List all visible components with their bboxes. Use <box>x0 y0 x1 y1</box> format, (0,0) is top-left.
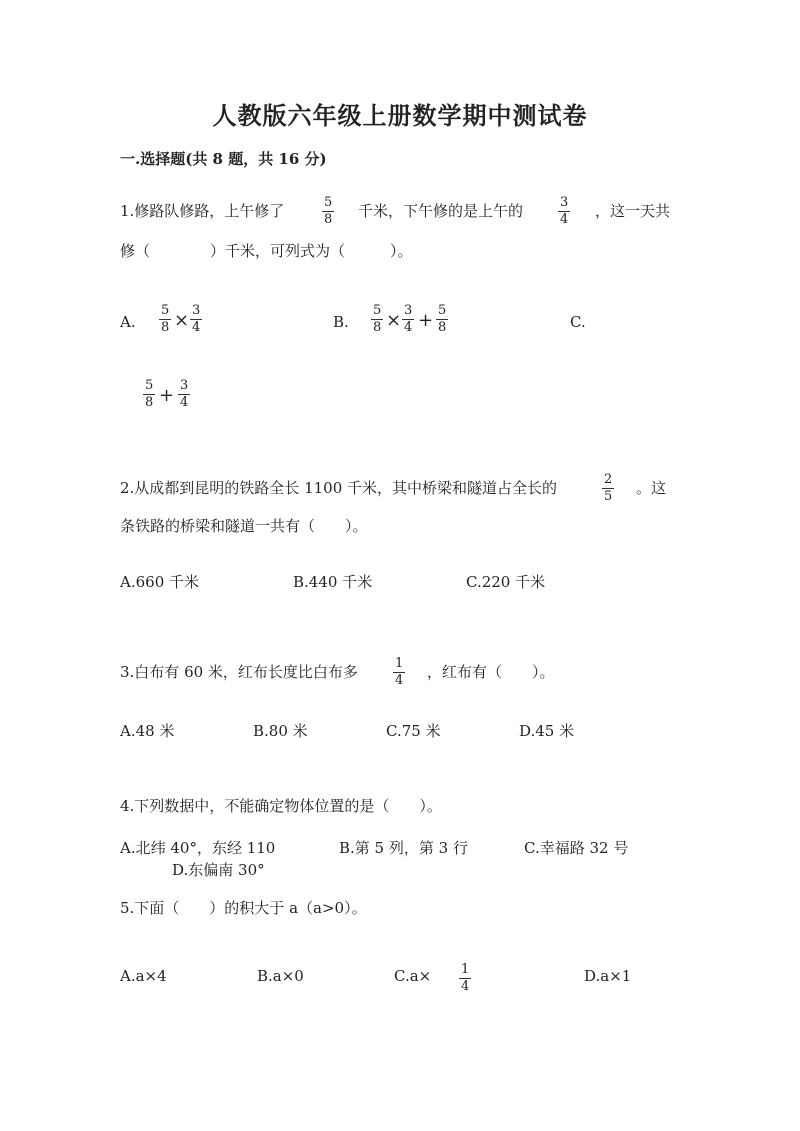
fraction-numerator: 1 <box>461 962 470 977</box>
fraction-denominator: 8 <box>438 320 447 335</box>
fraction-numerator: 5 <box>373 303 382 318</box>
q1-text-b: 千米，下午修的是上午的 <box>358 202 524 220</box>
q3-option-a: A.48 米 <box>120 722 175 740</box>
page-title: 人教版六年级上册数学期中测试卷 <box>212 101 588 130</box>
fraction-denominator: 4 <box>395 673 404 688</box>
q1-option-a-fraction-2 <box>190 304 202 335</box>
q2-option-a: A.660 千米 <box>120 573 199 591</box>
fraction-numerator: 5 <box>145 378 154 393</box>
fraction-numerator: 3 <box>180 378 189 393</box>
q1-option-c-fraction-1 <box>143 379 155 410</box>
q1-text-c: ，这一天共 <box>595 202 671 220</box>
fraction-denominator: 8 <box>324 212 333 227</box>
q2-option-b: B.440 千米 <box>293 573 373 591</box>
q5-option-b: B.a×0 <box>257 967 304 985</box>
q1-option-a-operator: × <box>174 310 190 331</box>
q1-option-a-fraction-1 <box>159 304 171 335</box>
q3-text-b: ，红布有（ ）。 <box>427 663 555 681</box>
q4-option-a: A.北纬 40°，东经 110 <box>120 839 276 857</box>
q5-option-a: A.a×4 <box>120 967 167 985</box>
q4-text: 4.下列数据中，不能确定物体位置的是（ ）。 <box>120 797 442 815</box>
q2-text-b: 。这 <box>636 479 667 497</box>
fraction-denominator: 4 <box>461 979 470 994</box>
fraction-denominator: 8 <box>145 395 154 410</box>
fraction-numerator: 3 <box>404 303 413 318</box>
q1-option-b-operator-2: + <box>418 310 434 331</box>
q2-text-a: 2.从成都到昆明的铁路全长 1100 千米，其中桥梁和隧道占全长的 <box>120 479 558 497</box>
q2-option-c: C.220 千米 <box>466 573 546 591</box>
fraction-numerator: 1 <box>395 656 404 671</box>
q5-text: 5.下面（ ）的积大于 a（a>0）。 <box>120 899 367 917</box>
fraction-denominator: 8 <box>373 320 382 335</box>
q3-option-c: C.75 米 <box>386 722 441 740</box>
fraction-denominator: 4 <box>180 395 189 410</box>
q1-option-c-fraction-2 <box>178 379 190 410</box>
fraction-denominator: 8 <box>161 320 170 335</box>
fraction-denominator: 4 <box>560 212 569 227</box>
q4-option-c: C.幸福路 32 号 <box>524 839 629 857</box>
q1-option-b-fraction-2 <box>402 304 414 335</box>
fraction-numerator: 5 <box>324 195 333 210</box>
section-heading: 一.选择题(共 8 题，共 16 分) <box>120 150 327 168</box>
q1-option-b-operator-1: × <box>386 310 402 331</box>
q3-fraction <box>393 657 405 688</box>
q3-text-a: 3.白布有 60 米，红布长度比白布多 <box>120 663 358 681</box>
q1-option-c-label: C. <box>570 313 586 331</box>
q4-option-b: B.第 5 列，第 3 行 <box>339 839 468 857</box>
q3-option-d: D.45 米 <box>519 722 575 740</box>
q1-option-a-label: A. <box>120 313 136 331</box>
q1-option-b-fraction-3 <box>436 304 448 335</box>
q2-line-2: 条铁路的桥梁和隧道一共有（ ）。 <box>120 517 368 535</box>
fraction-denominator: 4 <box>192 320 201 335</box>
q1-option-c-operator: + <box>159 385 175 406</box>
fraction-denominator: 5 <box>604 489 613 504</box>
q1-option-b-fraction-1 <box>371 304 383 335</box>
q1-text-a: 1.修路队修路，上午修了 <box>120 202 285 220</box>
q5-option-c-prefix: C.a× <box>394 967 432 985</box>
fraction-numerator: 5 <box>161 303 170 318</box>
q3-option-b: B.80 米 <box>253 722 308 740</box>
fraction-numerator: 3 <box>192 303 201 318</box>
q5-option-d: D.a×1 <box>584 967 632 985</box>
q1-fraction-1 <box>322 196 334 227</box>
fraction-numerator: 3 <box>560 195 569 210</box>
q1-line-2: 修（ ）千米，可列式为（ ）。 <box>120 242 413 260</box>
q2-fraction <box>602 473 614 504</box>
q5-option-c-fraction <box>459 963 471 994</box>
fraction-numerator: 5 <box>438 303 447 318</box>
fraction-numerator: 2 <box>604 472 613 487</box>
q4-option-d: D.东偏南 30° <box>172 861 265 879</box>
fraction-denominator: 4 <box>404 320 413 335</box>
q1-option-b-label: B. <box>333 313 349 331</box>
q1-fraction-2 <box>558 196 570 227</box>
